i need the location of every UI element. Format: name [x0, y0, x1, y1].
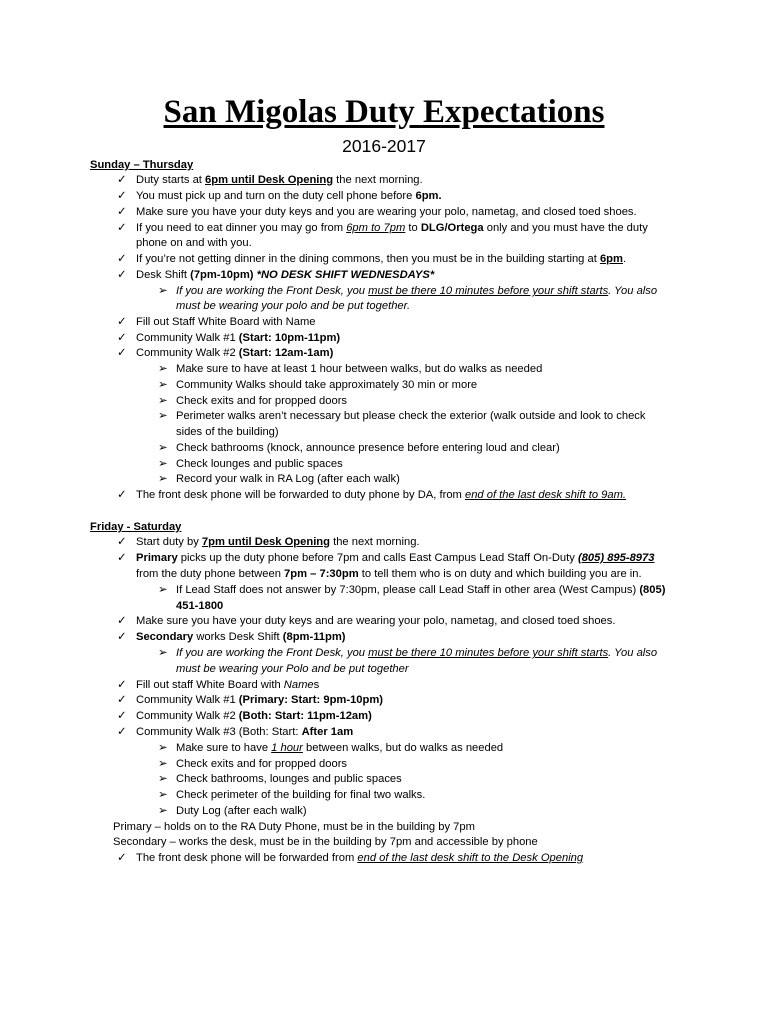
list-item: [176, 599, 223, 615]
checkmark-icon: ✓: [117, 332, 127, 344]
text-segment: Fill out Staff White Board with Name: [136, 316, 316, 328]
list-item: [136, 173, 423, 189]
text-segment: Check exits and for propped doors: [176, 395, 348, 407]
list-item: [176, 583, 665, 599]
list-item: [176, 378, 477, 394]
checkmark-icon: ✓: [117, 347, 127, 359]
text-segment: works Desk Shift: [193, 631, 283, 643]
text-segment: Secondary – works the desk, must be in the building by 7pm and accessible by phone: [113, 836, 538, 848]
text-segment: (Start: 12am-1am): [238, 347, 334, 359]
list-item: [136, 693, 383, 709]
text-segment: The front desk phone will be forwarded from: [136, 852, 358, 864]
text-segment: phone on and with you.: [136, 237, 252, 249]
checkmark-icon: ✓: [117, 190, 127, 202]
list-item: [176, 472, 400, 488]
text-segment: (7pm-10pm): [190, 269, 254, 281]
text-segment: only and you must have the duty: [483, 222, 648, 234]
arrow-bullet-icon: ➢: [158, 789, 168, 801]
text-segment: 7pm – 7:30pm: [284, 568, 359, 580]
text-segment: must be wearing your Polo and be put together: [176, 663, 409, 675]
text-segment: *NO DESK SHIFT WEDNESDAYS*: [256, 269, 435, 281]
text-segment: to: [405, 222, 421, 234]
page-title: San Migolas Duty Expectations: [163, 94, 605, 130]
checkmark-icon: ✓: [117, 694, 127, 706]
text-segment: Primary – holds on to the RA Duty Phone, must be in the building by 7pm: [113, 821, 475, 833]
text-segment: Start duty by: [136, 536, 202, 548]
text-segment: Check bathrooms (knock, announce presence before entering loud and clear): [176, 442, 560, 454]
text-segment: the next morning.: [333, 174, 423, 186]
text-segment: You must pick up and turn on the duty cell phone before: [136, 190, 416, 202]
text-segment: (Both: Start: 11pm-12am): [238, 710, 372, 722]
text-segment: If you need to eat dinner you may go from: [136, 222, 347, 234]
text-segment: Sunday – Thursday: [90, 159, 194, 171]
checkmark-icon: ✓: [117, 552, 127, 564]
list-item: [136, 331, 340, 347]
text-segment: Duty Log (after each walk): [176, 805, 307, 817]
list-item: [136, 630, 346, 646]
text-segment: end of the last desk shift to the Desk Opening: [357, 852, 584, 864]
text-segment: If you are working the Front Desk, you: [176, 285, 369, 297]
text-segment: (805) 895-8973: [577, 552, 655, 564]
list-item: [136, 678, 319, 694]
text-segment: 6pm.: [415, 190, 442, 202]
list-item: [176, 441, 560, 457]
text-segment: sides of the building): [176, 426, 279, 438]
list-item: [136, 851, 583, 867]
text-segment: Community Walk #1: [136, 694, 239, 706]
list-item: [136, 488, 626, 504]
text-segment: Check perimeter of the building for final two walks.: [176, 789, 426, 801]
list-item: [176, 741, 503, 757]
list-item: [176, 409, 645, 425]
list-item: [136, 205, 637, 221]
list-item: [176, 425, 279, 441]
text-segment: (Primary: Start: 9pm-10pm): [238, 694, 384, 706]
text-segment: Record your walk in RA Log (after each walk): [176, 473, 400, 485]
list-item: [176, 457, 343, 473]
text-segment: 6pm until Desk Opening: [205, 174, 334, 186]
list-item: [136, 189, 442, 205]
text-segment: (8pm-11pm): [282, 631, 346, 643]
list-item: [176, 772, 402, 788]
list-item: [176, 646, 657, 662]
text-segment: must be there 10 minutes before your shift starts: [368, 647, 609, 659]
arrow-bullet-icon: ➢: [158, 584, 168, 596]
page-subtitle: 2016-2017: [342, 136, 426, 156]
text-segment: Community Walk #2: [136, 347, 239, 359]
text-segment: between walks, but do walks as needed: [302, 742, 504, 754]
arrow-bullet-icon: ➢: [158, 285, 168, 297]
text-segment: Fill out staff White Board with: [136, 679, 284, 691]
list-item: [136, 709, 372, 725]
section-heading: [90, 158, 193, 174]
text-segment: picks up the duty phone before 7pm and calls East Campus Lead Staff On-Duty: [177, 552, 578, 564]
text-segment: The front desk phone will be forwarded to duty phone by DA, from: [136, 489, 465, 501]
list-item: [136, 268, 434, 284]
text-segment: s: [313, 679, 320, 691]
checkmark-icon: ✓: [117, 222, 127, 234]
text-segment: Community Walk #2: [136, 710, 239, 722]
text-segment: Check lounges and public spaces: [176, 458, 343, 470]
checkmark-icon: ✓: [117, 489, 127, 501]
text-segment: end of the last desk shift to 9am.: [464, 489, 627, 501]
list-item: [136, 236, 252, 252]
text-segment: Primary: [136, 552, 178, 564]
section-heading: [90, 520, 181, 536]
text-segment: .: [622, 253, 627, 265]
text-segment: Desk Shift: [136, 269, 191, 281]
list-item: [176, 662, 409, 678]
list-item: [136, 725, 353, 741]
checkmark-icon: ✓: [117, 269, 127, 281]
text-segment: 6pm to 7pm: [346, 222, 406, 234]
checkmark-icon: ✓: [117, 615, 127, 627]
list-item: [136, 614, 615, 630]
text-segment: If you are working the Front Desk, you: [176, 647, 369, 659]
list-item: [136, 551, 654, 567]
arrow-bullet-icon: ➢: [158, 363, 168, 375]
checkmark-icon: ✓: [117, 726, 127, 738]
list-item: [113, 835, 538, 851]
list-item: [176, 299, 410, 315]
text-segment: 7pm until Desk Opening: [201, 536, 330, 548]
text-segment: 451-1800: [176, 600, 224, 612]
arrow-bullet-icon: ➢: [158, 379, 168, 391]
list-item: [136, 346, 333, 362]
text-segment: to tell them who is on duty and which building you are in.: [358, 568, 642, 580]
arrow-bullet-icon: ➢: [158, 773, 168, 785]
text-segment: Make sure you have your duty keys and you are wearing your polo, nametag, and closed toed shoes.: [136, 206, 637, 218]
text-segment: DLG/Ortega: [420, 222, 484, 234]
checkmark-icon: ✓: [117, 852, 127, 864]
text-segment: If Lead Staff does not answer by 7:30pm, please call Lead Staff in other area (West Campus): [176, 584, 640, 596]
text-segment: Community Walk #3 (Both: Start:: [136, 726, 302, 738]
checkmark-icon: ✓: [117, 316, 127, 328]
text-segment: . You also: [608, 647, 658, 659]
list-item: [176, 284, 657, 300]
text-segment: Make sure to have at least 1 hour between walks, but do walks as needed: [176, 363, 543, 375]
text-segment: Perimeter walks aren’t necessary but please check the exterior (walk outside and look to check: [176, 410, 646, 422]
text-segment: 6pm: [599, 253, 623, 265]
checkmark-icon: ✓: [117, 679, 127, 691]
text-segment: Duty starts at: [136, 174, 206, 186]
text-segment: . You also: [608, 285, 658, 297]
text-segment: 1 hour: [271, 742, 303, 754]
arrow-bullet-icon: ➢: [158, 647, 168, 659]
text-segment: Make sure you have your duty keys and are wearing your polo, nametag, and closed toed shoes.: [136, 615, 616, 627]
text-segment: Secondary: [136, 631, 194, 643]
checkmark-icon: ✓: [117, 710, 127, 722]
text-segment: Community Walk #1: [136, 332, 239, 344]
text-segment: Community Walks should take approximately 30 min or more: [176, 379, 478, 391]
list-item: [176, 788, 425, 804]
list-item: [136, 315, 316, 331]
checkmark-icon: ✓: [117, 536, 127, 548]
arrow-bullet-icon: ➢: [158, 395, 168, 407]
text-segment: After 1am: [301, 726, 354, 738]
text-segment: Name: [283, 679, 314, 691]
arrow-bullet-icon: ➢: [158, 442, 168, 454]
arrow-bullet-icon: ➢: [158, 473, 168, 485]
arrow-bullet-icon: ➢: [158, 410, 168, 422]
text-segment: If you’re not getting dinner in the dining commons, then you must be in the building starting at: [136, 253, 600, 265]
text-segment: Check exits and for propped doors: [176, 758, 348, 770]
text-segment: Make sure to have: [176, 742, 272, 754]
list-item: [136, 567, 642, 583]
checkmark-icon: ✓: [117, 253, 127, 265]
text-segment: must be there 10 minutes before your shift starts: [368, 285, 609, 297]
list-item: [176, 804, 307, 820]
list-item: [113, 820, 475, 836]
text-segment: the next morning.: [329, 536, 420, 548]
list-item: [176, 394, 347, 410]
arrow-bullet-icon: ➢: [158, 805, 168, 817]
text-segment: Check bathrooms, lounges and public spaces: [176, 773, 402, 785]
list-item: [136, 221, 648, 237]
text-segment: must be wearing your polo and be put together.: [176, 300, 411, 312]
list-item: [136, 252, 626, 268]
list-item: [136, 535, 420, 551]
text-segment: from the duty phone between: [136, 568, 285, 580]
arrow-bullet-icon: ➢: [158, 458, 168, 470]
checkmark-icon: ✓: [117, 631, 127, 643]
checkmark-icon: ✓: [117, 206, 127, 218]
text-segment: (Start: 10pm-11pm): [238, 332, 341, 344]
arrow-bullet-icon: ➢: [158, 758, 168, 770]
arrow-bullet-icon: ➢: [158, 742, 168, 754]
text-segment: Friday - Saturday: [90, 521, 182, 533]
list-item: [176, 757, 347, 773]
list-item: [176, 362, 542, 378]
checkmark-icon: ✓: [117, 174, 127, 186]
text-segment: (805): [639, 584, 666, 596]
